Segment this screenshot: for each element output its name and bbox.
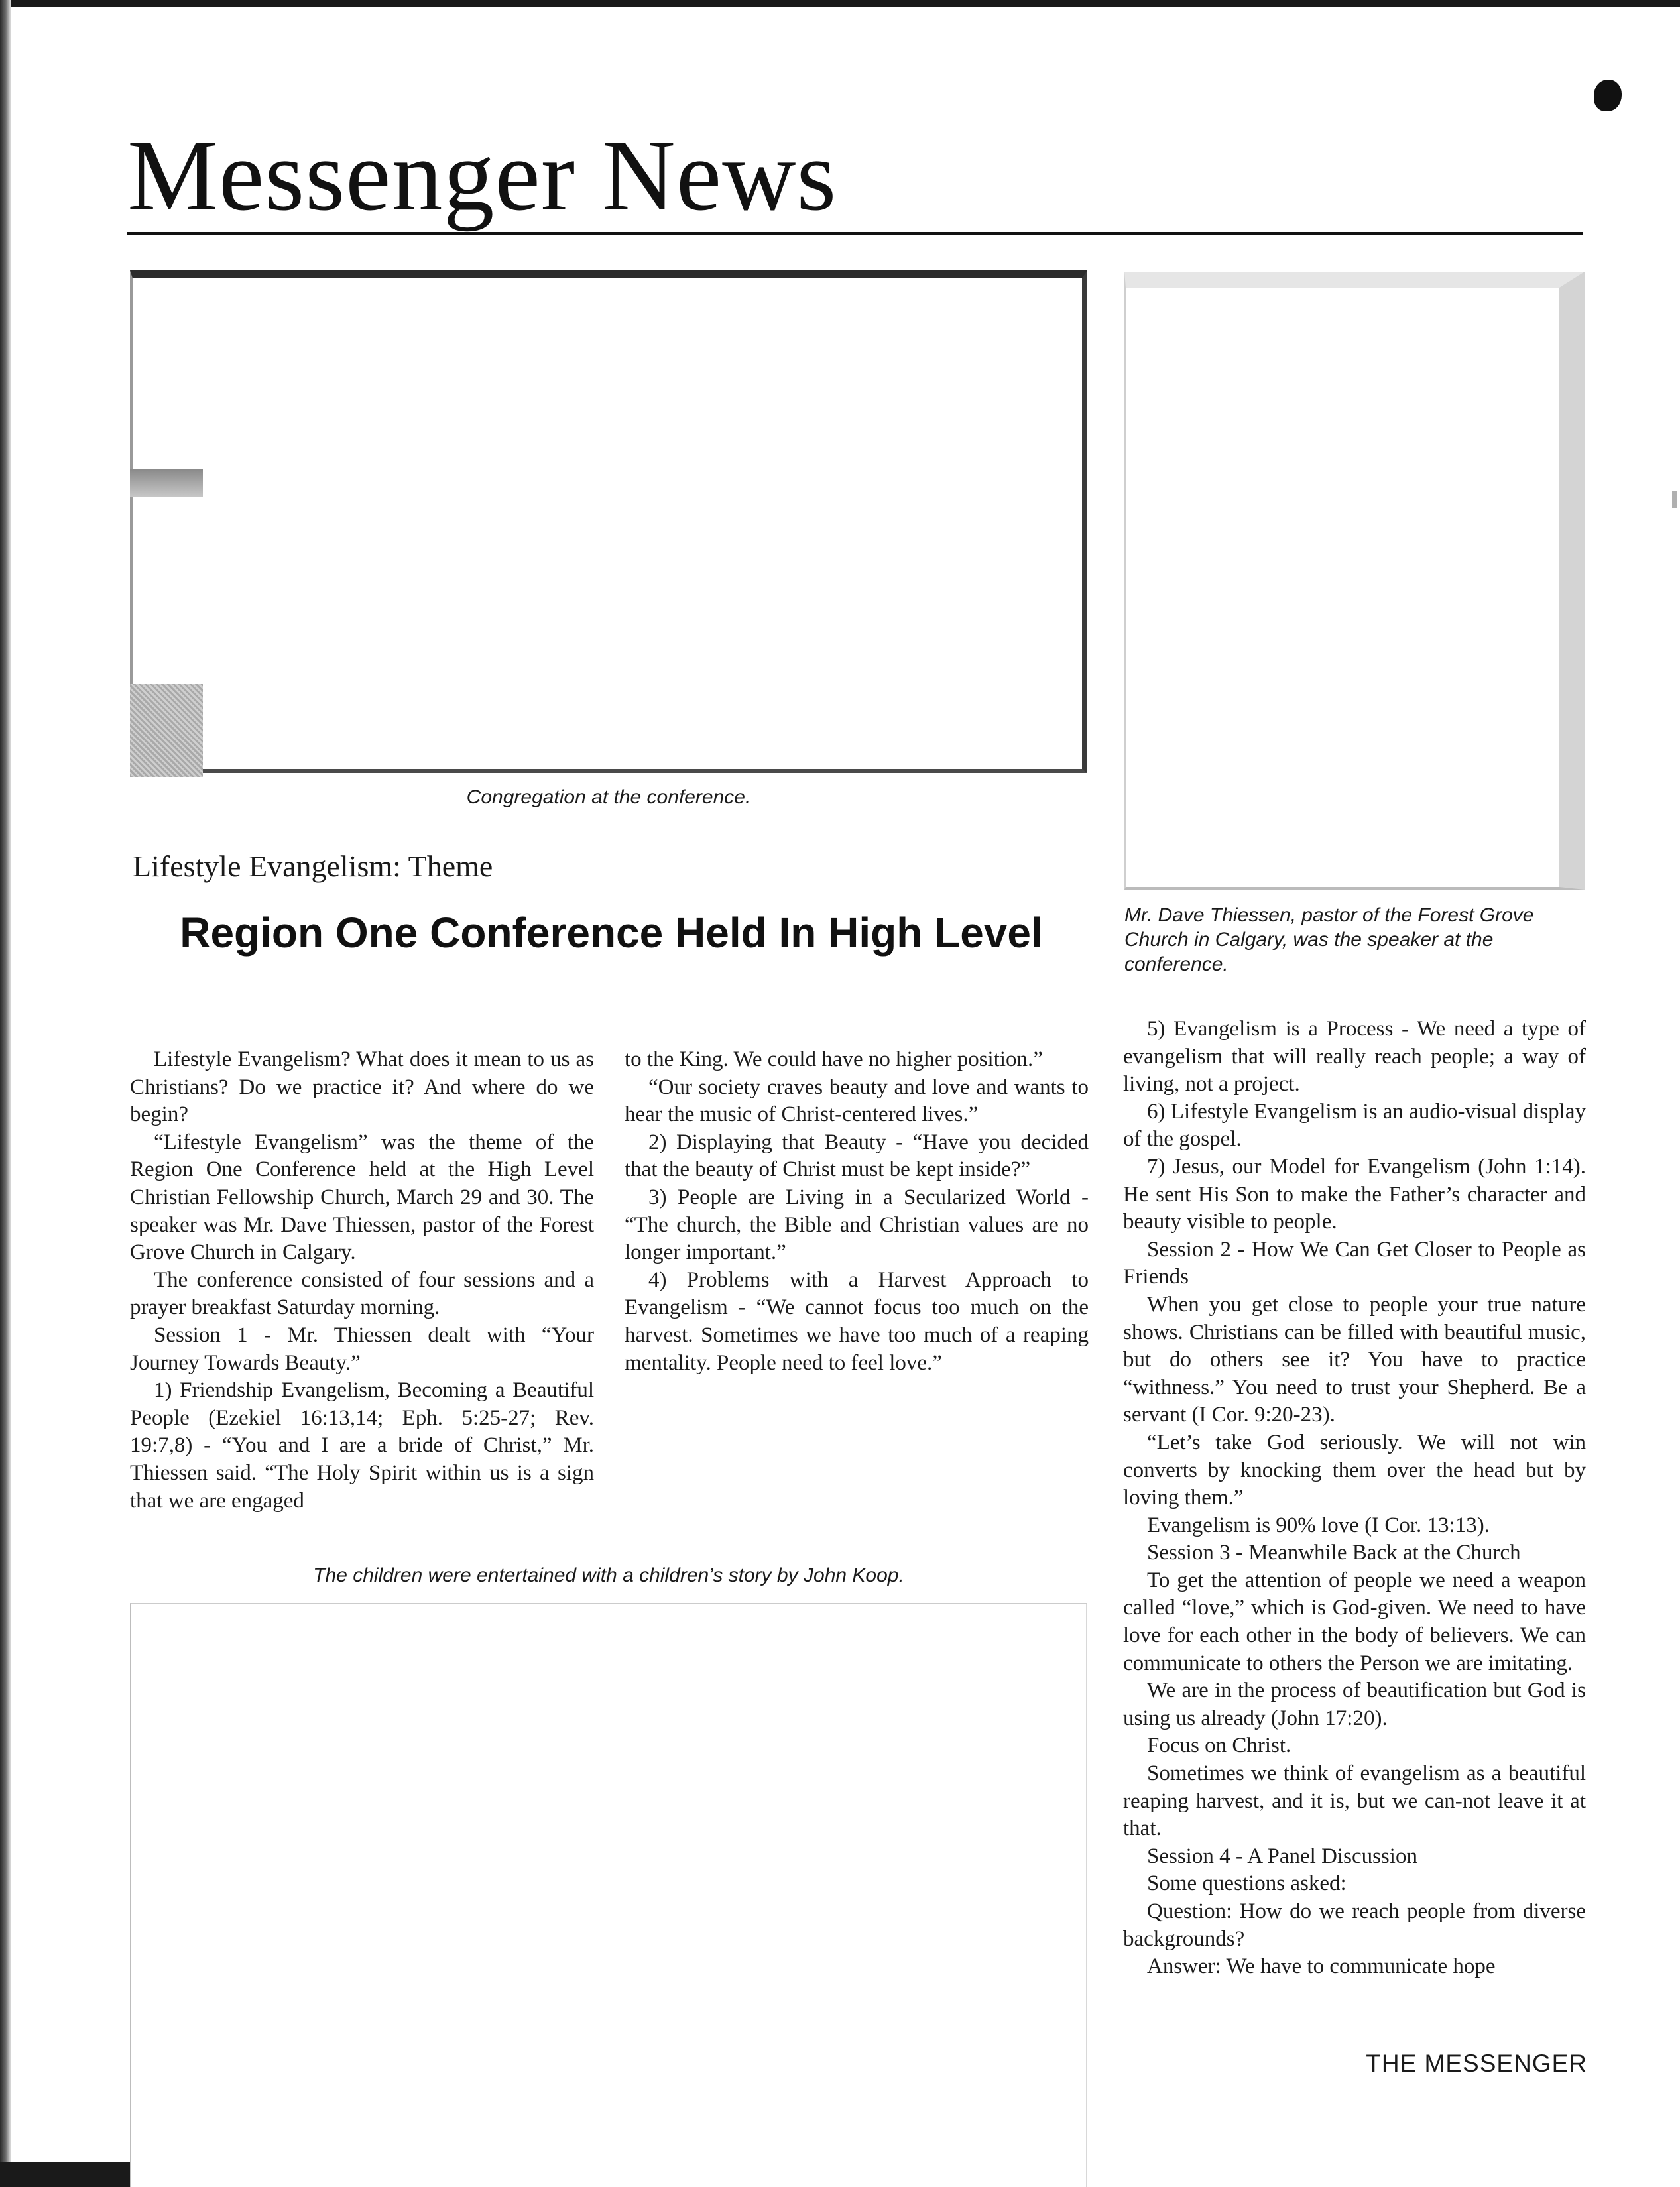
article-paragraph-continued: to the King. We could have no higher position.” (625, 1047, 1043, 1071)
children-photo (130, 1603, 1087, 2187)
article-paragraph: Evangelism is 90% love (I Cor. 13:13). (1147, 1513, 1490, 1537)
masthead-rule (127, 232, 1583, 235)
article-paragraph: 4) Problems with a Harvest Approach to Evangelism - “We cannot focus too much on the harvest. Sometimes we have too much of a reaping mentality. People need to feel love.” (625, 1268, 1089, 1375)
article-kicker: Lifestyle Evangelism: Theme (133, 849, 493, 883)
photo-fragment (130, 469, 203, 497)
article-paragraph: Session 3 - Meanwhile Back at the Church (1147, 1541, 1521, 1565)
speaker-photo (1124, 272, 1585, 890)
article-paragraph: 7) Jesus, our Model for Evangelism (John 1:14). He sent His Son to make the Father’s character and beauty visible to people. (1123, 1154, 1586, 1234)
article-paragraph: 6) Lifestyle Evangelism is an audio-visual display of the gospel. (1123, 1099, 1586, 1152)
congregation-photo (130, 270, 1087, 773)
article-paragraph: Session 2 - How We Can Get Closer to People as Friends (1123, 1237, 1586, 1289)
scan-bottom-edge (0, 2162, 133, 2187)
article-paragraph: When you get close to people your true nature shows. Christians can be filled with beautiful music, but do others see it? You have to practice “withness.” You need to trust your Shepherd. Be a servant (I Cor. 9:20-23). (1123, 1292, 1586, 1427)
masthead-title: Messenger News (127, 119, 837, 232)
article-paragraph: Answer: We have to communicate hope (1147, 1954, 1496, 1979)
article-paragraph: 1) Friendship Evangelism, Becoming a Beautiful People (Ezekiel 16:13,14; Eph. 5:25-27; Rev. 19:7,8) - “You and I are a bride of Christ,” Mr. Thiessen said. “The Holy Spirit within us is a sign that we are engaged (130, 1378, 594, 1513)
publication-footer: THE MESSENGER (1366, 2050, 1587, 2077)
article-column-2 (625, 1046, 1089, 1377)
article-paragraph: Lifestyle Evangelism? What does it mean to us as Christians? Do we practice it? And where do we begin? (130, 1047, 594, 1127)
article-paragraph: 5) Evangelism is a Process - We need a type of evangelism that will really reach people; a way of living, not a project. (1123, 1017, 1586, 1096)
photo-fragment (130, 684, 203, 777)
article-column-1 (130, 1046, 594, 1515)
scan-top-edge (0, 0, 1680, 7)
article-paragraph: Sometimes we think of evangelism as a beautiful reaping harvest, and it is, but we can-not leave it at that. (1123, 1761, 1586, 1841)
article-paragraph: “Our society craves beauty and love and wants to hear the music of Christ-centered lives.” (625, 1075, 1089, 1127)
children-photo-caption: The children were entertained with a children’s story by John Koop. (313, 1565, 904, 1586)
article-paragraph: Question: How do we reach people from diverse backgrounds? (1123, 1899, 1586, 1951)
article-paragraph: We are in the process of beautification but God is using us already (John 17:20). (1123, 1679, 1586, 1730)
article-paragraph: Focus on Christ. (1147, 1734, 1291, 1758)
congregation-photo-caption: Congregation at the conference. (466, 786, 751, 808)
punch-hole-mark (1594, 80, 1622, 111)
article-paragraph: 2) Displaying that Beauty - “Have you decided that the beauty of Christ must be kept inside?” (625, 1130, 1089, 1182)
article-paragraph: “Lifestyle Evangelism” was the theme of the Region One Conference held at the High Level Christian Fellowship Church, March 29 and 30. The speaker was Mr. Dave Thiessen, pastor of the Forest Grove Church in Calgary. (130, 1130, 594, 1265)
article-headline: Region One Conference Held In High Level (180, 909, 1043, 957)
speaker-photo-caption: Mr. Dave Thiessen, pastor of the Forest Grove Church in Calgary, was the speaker at the conference. (1124, 904, 1534, 975)
article-paragraph: The conference consisted of four sessions and a prayer breakfast Saturday morning. (130, 1268, 594, 1320)
article-paragraph: Session 4 - A Panel Discussion (1147, 1844, 1417, 1868)
scan-speck (1672, 491, 1677, 508)
scan-left-edge (0, 0, 11, 2187)
article-paragraph: “Let’s take God seriously. We will not win converts by knocking them over the head but by loving them.” (1123, 1430, 1586, 1510)
article-paragraph: Session 1 - Mr. Thiessen dealt with “Your Journey Towards Beauty.” (130, 1323, 594, 1375)
article-paragraph: 3) People are Living in a Secularized World - “The church, the Bible and Christian values are no longer important.” (625, 1185, 1089, 1265)
article-paragraph: Some questions asked: (1147, 1871, 1347, 1896)
article-column-3 (1123, 1016, 1586, 1981)
article-paragraph: To get the attention of people we need a weapon called “love,” which is God-given. We need to have love for each other in the body of believers. We can communicate to others the Person we are imitating. (1123, 1568, 1586, 1675)
